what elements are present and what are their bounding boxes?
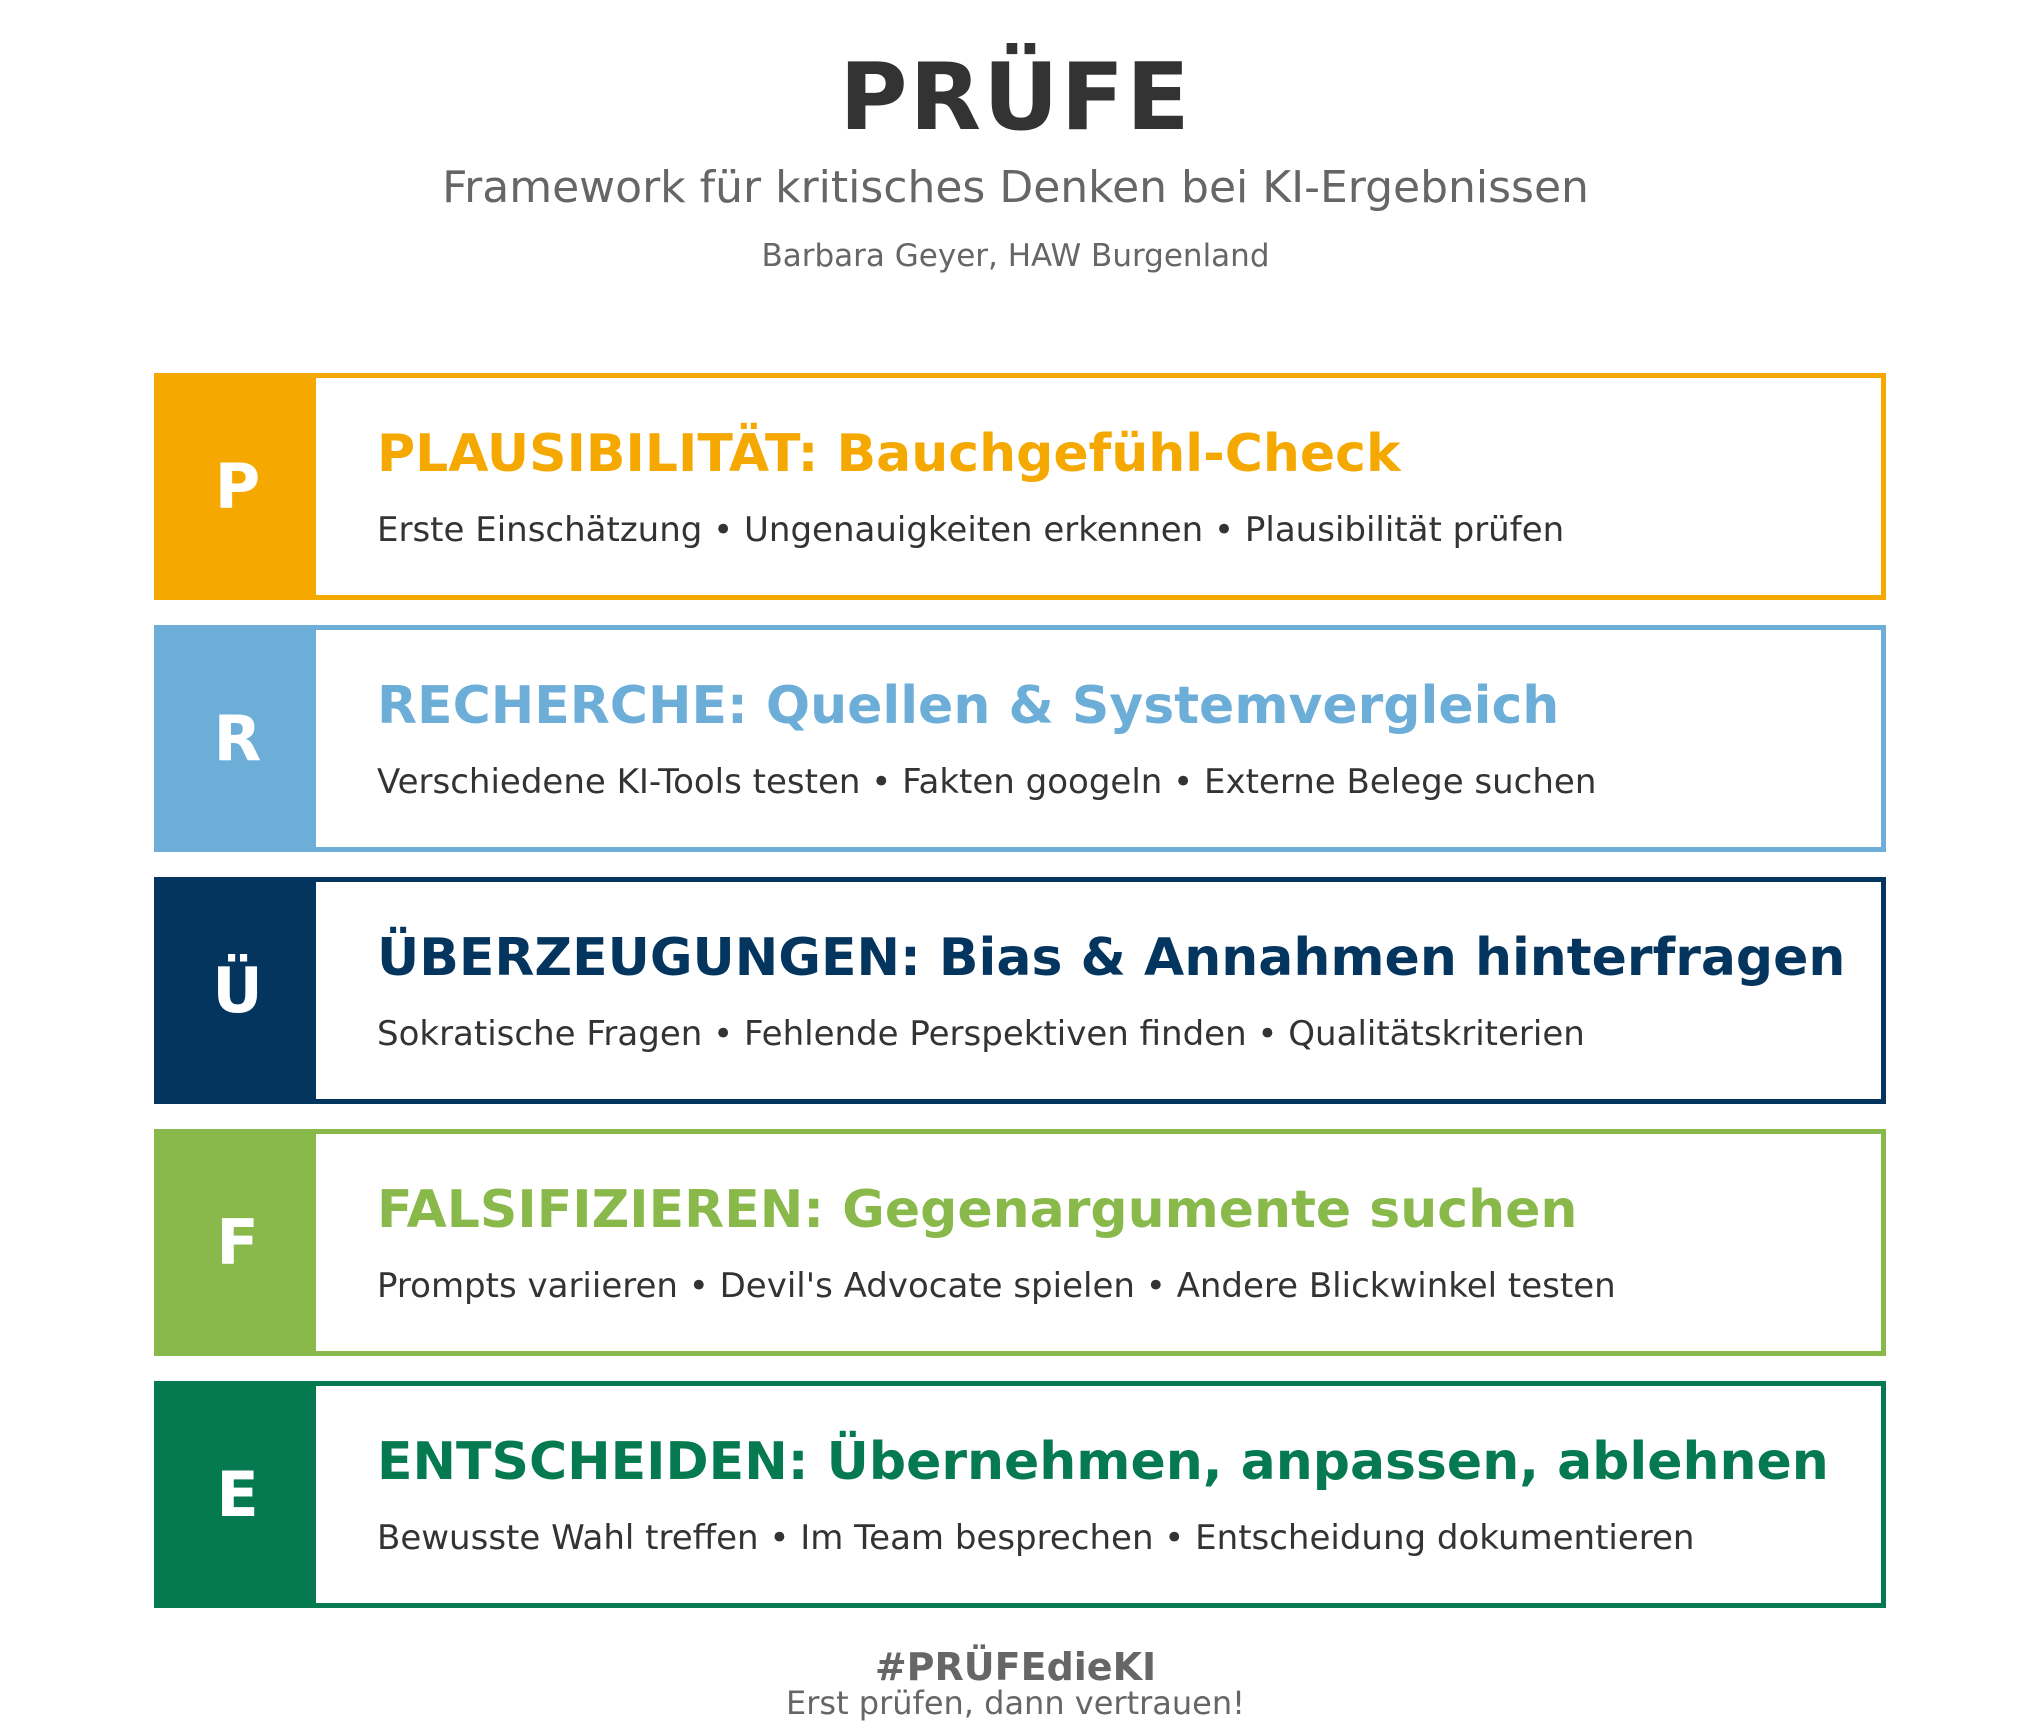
step-letter-box (159, 882, 316, 1099)
step-letter-box (159, 378, 316, 595)
step-letter-box (159, 1134, 316, 1351)
framework-steps (154, 373, 1886, 1633)
step-description: Verschiedene KI-Tools testen • Fakten googeln • Externe Belege suchen (377, 762, 1597, 802)
step-description: Erste Einschätzung • Ungenauigkeiten erkennen • Plausibilität prüfen (377, 510, 1565, 550)
step-letter-box (159, 1386, 316, 1603)
step-title: ÜBERZEUGUNGEN: Bias & Annahmen hinterfragen (377, 928, 1846, 988)
step-plausibilitaet (154, 373, 1886, 600)
step-letter-box (159, 630, 316, 847)
step-ueberzeugungen (154, 877, 1886, 1104)
footer-slogan: Erst prüfen, dann vertrauen! (786, 1684, 1245, 1722)
step-title: ENTSCHEIDEN: Übernehmen, anpassen, ablehnen (377, 1432, 1829, 1492)
step-falsifizieren (154, 1129, 1886, 1356)
page-title: PRÜFE (839, 43, 1192, 151)
step-letter: Ü (212, 954, 263, 1027)
step-title: FALSIFIZIEREN: Gegenargumente suchen (377, 1180, 1578, 1240)
page-subtitle: Framework für kritisches Denken bei KI-Ergebnissen (442, 162, 1589, 213)
step-description: Bewusste Wahl treffen • Im Team besprechen • Entscheidung dokumentieren (377, 1518, 1695, 1558)
step-description: Sokratische Fragen • Fehlende Perspektiven finden • Qualitätskriterien (377, 1014, 1585, 1054)
step-title: PLAUSIBILITÄT: Bauchgefühl-Check (377, 424, 1401, 484)
step-title: RECHERCHE: Quellen & Systemvergleich (377, 676, 1560, 736)
step-letter: P (214, 450, 261, 523)
step-entscheiden (154, 1381, 1886, 1608)
author-credit: Barbara Geyer, HAW Burgenland (761, 238, 1270, 274)
step-letter: E (216, 1458, 259, 1531)
step-letter: R (213, 702, 262, 775)
step-letter: F (216, 1206, 259, 1279)
step-recherche (154, 625, 1886, 852)
footer-hashtag: #PRÜFEdieKI (874, 1645, 1157, 1689)
step-description: Prompts variieren • Devil's Advocate spielen • Andere Blickwinkel testen (377, 1266, 1616, 1306)
